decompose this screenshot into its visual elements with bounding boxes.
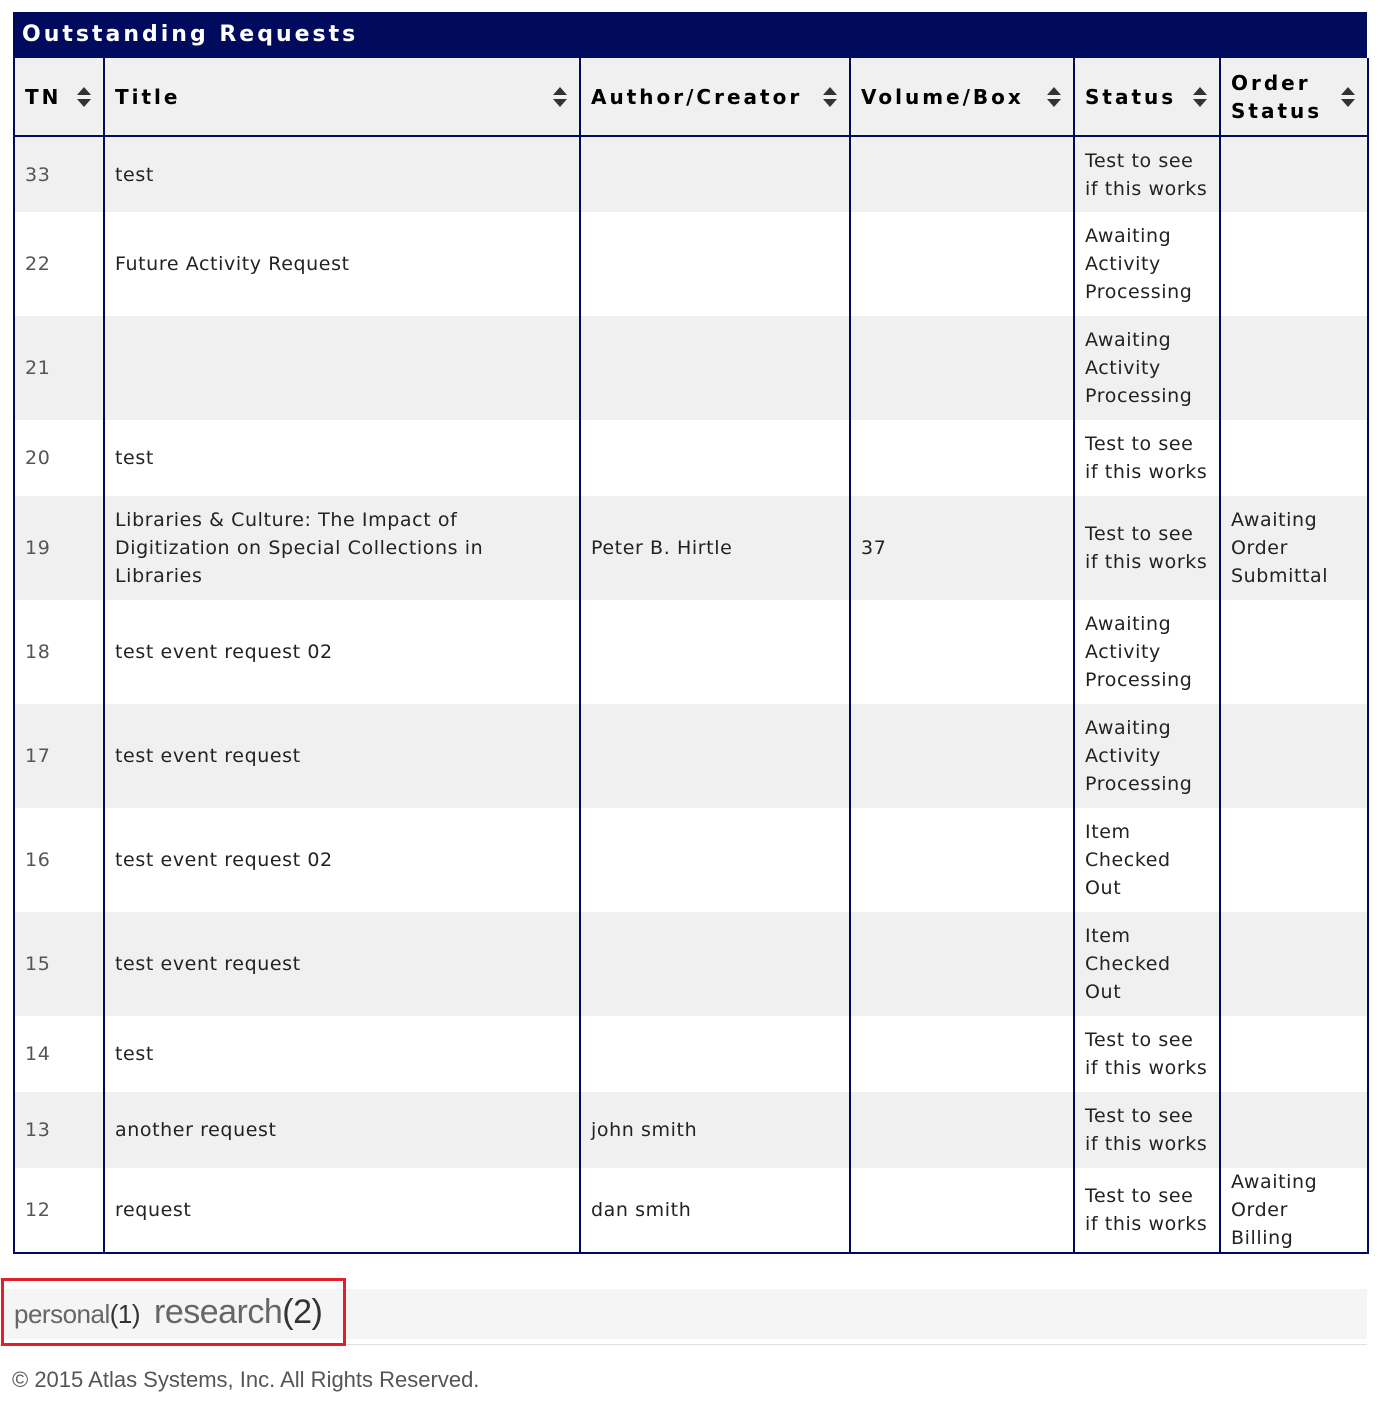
cell-status: Test to see if this works bbox=[1074, 1092, 1220, 1168]
cell-order-status bbox=[1220, 808, 1368, 912]
cell-title[interactable]: test bbox=[104, 420, 580, 496]
cell-title[interactable]: test event request 02 bbox=[104, 808, 580, 912]
tag-link-research[interactable] bbox=[154, 1293, 322, 1332]
cell-tn[interactable]: 22 bbox=[14, 212, 104, 316]
cell-volume bbox=[850, 808, 1074, 912]
column-header-label: Order Status bbox=[1231, 70, 1323, 123]
cell-volume bbox=[850, 212, 1074, 316]
tag-label: research bbox=[154, 1293, 283, 1331]
cell-status: Item Checked Out bbox=[1074, 808, 1220, 912]
cell-volume bbox=[850, 420, 1074, 496]
cell-status: Awaiting Activity Processing bbox=[1074, 600, 1220, 704]
tag-count: (1) bbox=[109, 1299, 141, 1329]
table-row[interactable] bbox=[14, 1168, 1368, 1253]
column-header-label: Author/Creator bbox=[591, 84, 803, 109]
column-header-status[interactable] bbox=[1074, 58, 1220, 136]
cell-order-status bbox=[1220, 1092, 1368, 1168]
cell-order-status bbox=[1220, 704, 1368, 808]
tag-cloud-highlight bbox=[1, 1278, 346, 1346]
column-header-tn[interactable] bbox=[14, 58, 104, 136]
cell-status: Test to see if this works bbox=[1074, 496, 1220, 600]
cell-tn[interactable]: 14 bbox=[14, 1016, 104, 1092]
table-row[interactable] bbox=[14, 808, 1368, 912]
requests-table bbox=[13, 58, 1369, 1254]
cell-tn[interactable]: 13 bbox=[14, 1092, 104, 1168]
column-header-label: Volume/Box bbox=[861, 84, 1024, 109]
column-header-title[interactable] bbox=[104, 58, 580, 136]
cell-tn[interactable]: 33 bbox=[14, 136, 104, 212]
cell-title[interactable]: Libraries & Culture: The Impact of Digitization on Special Collections in Libraries bbox=[104, 496, 580, 600]
cell-author bbox=[580, 1016, 850, 1092]
sort-icon[interactable] bbox=[1047, 87, 1061, 107]
cell-tn[interactable]: 12 bbox=[14, 1168, 104, 1253]
cell-status: Awaiting Activity Processing bbox=[1074, 704, 1220, 808]
cell-title[interactable]: Future Activity Request bbox=[104, 212, 580, 316]
cell-author bbox=[580, 600, 850, 704]
sort-icon[interactable] bbox=[1193, 87, 1207, 107]
cell-tn[interactable]: 19 bbox=[14, 496, 104, 600]
cell-volume bbox=[850, 912, 1074, 1016]
cell-title[interactable]: test bbox=[104, 1016, 580, 1092]
cell-order-status bbox=[1220, 1016, 1368, 1092]
outstanding-requests-panel bbox=[13, 12, 1367, 1254]
table-row[interactable] bbox=[14, 600, 1368, 704]
cell-tn[interactable]: 17 bbox=[14, 704, 104, 808]
cell-title[interactable]: test event request 02 bbox=[104, 600, 580, 704]
table-row[interactable] bbox=[14, 316, 1368, 420]
table-row[interactable] bbox=[14, 1016, 1368, 1092]
cell-status: Test to see if this works bbox=[1074, 1168, 1220, 1253]
sort-icon[interactable] bbox=[1341, 87, 1355, 107]
cell-title[interactable]: test event request bbox=[104, 912, 580, 1016]
cell-status: Item Checked Out bbox=[1074, 912, 1220, 1016]
cell-author: dan smith bbox=[580, 1168, 850, 1253]
tag-count: (2) bbox=[282, 1293, 323, 1331]
column-header-order-status[interactable] bbox=[1220, 58, 1368, 136]
cell-tn[interactable]: 18 bbox=[14, 600, 104, 704]
cell-order-status bbox=[1220, 600, 1368, 704]
cell-author bbox=[580, 316, 850, 420]
table-row[interactable] bbox=[14, 496, 1368, 600]
cell-order-status bbox=[1220, 136, 1368, 212]
column-header-label: TN bbox=[25, 84, 62, 109]
cell-status: Test to see if this works bbox=[1074, 1016, 1220, 1092]
cell-status: Test to see if this works bbox=[1074, 420, 1220, 496]
sort-icon[interactable] bbox=[553, 87, 567, 107]
sort-icon[interactable] bbox=[77, 87, 91, 107]
sort-icon[interactable] bbox=[823, 87, 837, 107]
cell-author bbox=[580, 212, 850, 316]
cell-volume bbox=[850, 316, 1074, 420]
cell-status: Awaiting Activity Processing bbox=[1074, 316, 1220, 420]
cell-title[interactable]: test event request bbox=[104, 704, 580, 808]
table-row[interactable] bbox=[14, 1092, 1368, 1168]
table-row[interactable] bbox=[14, 912, 1368, 1016]
cell-title[interactable] bbox=[104, 316, 580, 420]
cell-author: john smith bbox=[580, 1092, 850, 1168]
table-row[interactable] bbox=[14, 212, 1368, 316]
table-caption: Outstanding Requests bbox=[13, 12, 1367, 58]
cell-volume bbox=[850, 1168, 1074, 1253]
cell-volume: 37 bbox=[850, 496, 1074, 600]
cell-order-status bbox=[1220, 316, 1368, 420]
cell-volume bbox=[850, 600, 1074, 704]
cell-order-status bbox=[1220, 212, 1368, 316]
table-header-row bbox=[14, 58, 1368, 136]
cell-tn[interactable]: 20 bbox=[14, 420, 104, 496]
tag-link-personal[interactable] bbox=[14, 1299, 140, 1330]
cell-author bbox=[580, 136, 850, 212]
cell-author bbox=[580, 704, 850, 808]
column-header-label: Title bbox=[115, 84, 181, 109]
cell-tn[interactable]: 16 bbox=[14, 808, 104, 912]
column-header-author[interactable] bbox=[580, 58, 850, 136]
table-row[interactable] bbox=[14, 136, 1368, 212]
cell-author bbox=[580, 912, 850, 1016]
cell-order-status bbox=[1220, 912, 1368, 1016]
table-row[interactable] bbox=[14, 420, 1368, 496]
tag-label: personal bbox=[14, 1299, 110, 1329]
cell-volume bbox=[850, 704, 1074, 808]
cell-title[interactable]: test bbox=[104, 136, 580, 212]
cell-author bbox=[580, 808, 850, 912]
table-row[interactable] bbox=[14, 704, 1368, 808]
cell-order-status bbox=[1220, 420, 1368, 496]
column-header-label: Status bbox=[1085, 84, 1177, 109]
cell-volume bbox=[850, 1016, 1074, 1092]
footer-copyright: © 2015 Atlas Systems, Inc. All Rights Reserved. bbox=[12, 1367, 480, 1392]
cell-author: Peter B. Hirtle bbox=[580, 496, 850, 600]
cell-title[interactable]: request bbox=[104, 1168, 580, 1253]
cell-volume bbox=[850, 136, 1074, 212]
cell-status: Awaiting Activity Processing bbox=[1074, 212, 1220, 316]
cell-status: Test to see if this works bbox=[1074, 136, 1220, 212]
cell-title[interactable]: another request bbox=[104, 1092, 580, 1168]
cell-tn[interactable]: 15 bbox=[14, 912, 104, 1016]
cell-tn[interactable]: 21 bbox=[14, 316, 104, 420]
cell-order-status: Awaiting Order Submittal bbox=[1220, 496, 1368, 600]
cell-author bbox=[580, 420, 850, 496]
cell-volume bbox=[850, 1092, 1074, 1168]
cell-order-status: Awaiting Order Billing bbox=[1220, 1168, 1368, 1253]
column-header-volume[interactable] bbox=[850, 58, 1074, 136]
